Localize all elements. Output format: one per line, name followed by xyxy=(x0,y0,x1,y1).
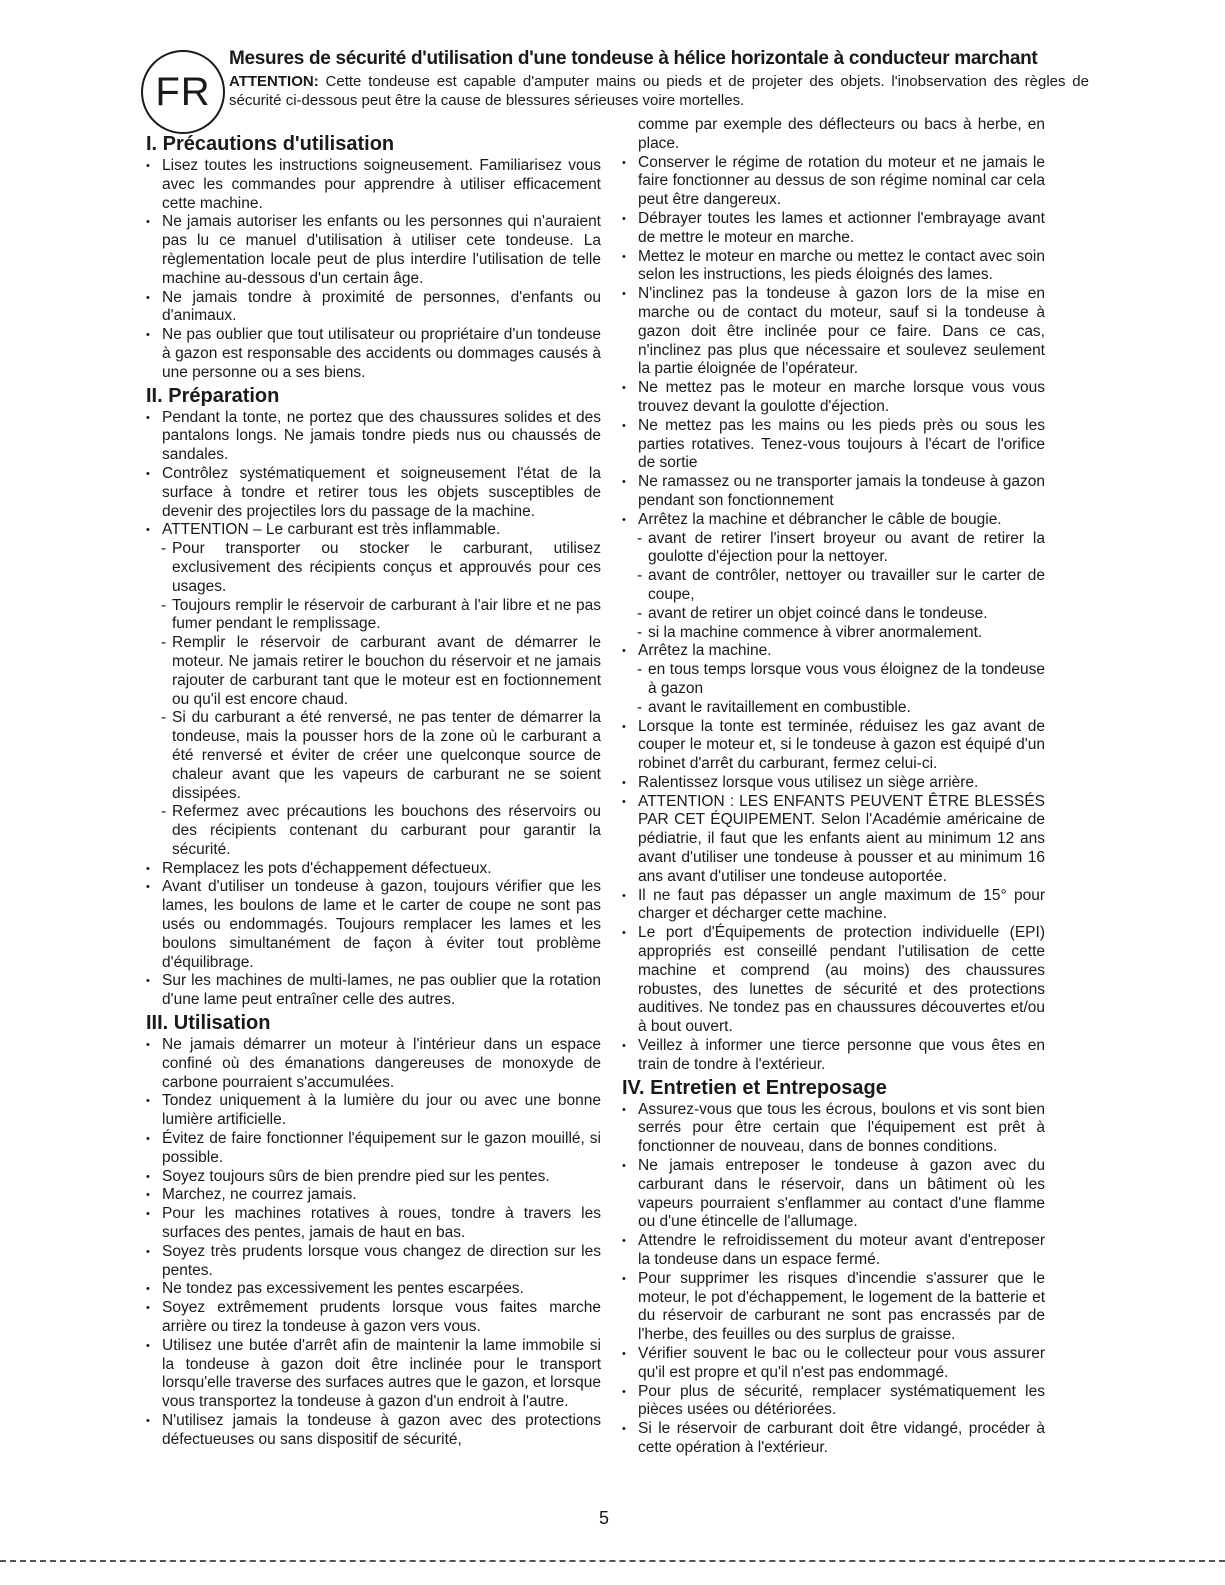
sub-list-item: - avant de retirer un objet coincé dans le tondeuse. xyxy=(622,605,1045,624)
left-column xyxy=(146,131,601,1450)
list-item: • Avant d'utiliser un tondeuse à gazon, toujours vérifier que les lames, les boulons de lame et le carter de coupe ne sont pas usés ou endommagés. Toujours remplacer les lames et les boulons simultanément de façon à éviter tout problème d'équilibrage. xyxy=(146,878,601,972)
list-item: • Pour plus de sécurité, remplacer systématiquement les pièces usées ou détériorées. xyxy=(622,1383,1045,1421)
sub-list-item: - Refermez avec précautions les bouchons des réservoirs ou des récipients contenant du carburant pour garantir la sécurité. xyxy=(146,803,601,859)
list-item: • Ne jamais entreposer le tondeuse à gazon avec du carburant dans le réservoir, dans un bâtiment où les vapeurs pourraient s'enflammer au contact d'une flamme ou d'une étincelle de l'allumage. xyxy=(622,1157,1045,1232)
list-item: • Ralentissez lorsque vous utilisez un siège arrière. xyxy=(622,774,1045,793)
right-column xyxy=(622,116,1045,1458)
list-item: • Remplacez les pots d'échappement défectueux. xyxy=(146,860,601,879)
list-item: • Tondez uniquement à la lumière du jour ou avec une bonne lumière artificielle. xyxy=(146,1092,601,1130)
list-item: • Ne mettez pas les mains ou les pieds près ou sous les parties rotatives. Tenez-vous toujours à l'écart de l'orifice de sortie xyxy=(622,417,1045,473)
page-number: 5 xyxy=(599,1508,610,1528)
list-item: • Ne jamais démarrer un moteur à l'intérieur dans un espace confiné où des émanations dangereuses de monoxyde de carbone pourraient s'accumulées. xyxy=(146,1036,601,1092)
list-item: • Utilisez une butée d'arrêt afin de maintenir la lame immobile si la tondeuse à gazon doit être inclinée pour le transport lorsqu'elle traverse des surfaces autres que le gazon, et lorsque vous transportez la tondeuse à gazon d'un endroit à l'autre. xyxy=(146,1337,601,1412)
sub-list-item: - Pour transporter ou stocker le carburant, utilisez exclusivement des récipients conçus et approuvés pour ces usages. xyxy=(146,540,601,596)
list-item: • Ne tondez pas excessivement les pentes escarpées. xyxy=(146,1280,601,1299)
list-item: • Contrôlez systématiquement et soigneusement l'état de la surface à tondre et retirer tous les objets susceptibles de devenir des projectiles lors du passage de la machine. xyxy=(146,465,601,521)
list-item: • Évitez de faire fonctionner l'équipement sur le gazon mouillé, si possible. xyxy=(146,1130,601,1168)
warning-paragraph xyxy=(229,72,1089,110)
list-item: • Ne pas oublier que tout utilisateur ou propriétaire d'un tondeuse à gazon est responsable des accidents ou dommages causés à une personne ou a ses biens. xyxy=(146,326,601,382)
list-item: • Ne ramassez ou ne transporter jamais la tondeuse à gazon pendant son fonctionnement xyxy=(622,473,1045,511)
language-code: FR xyxy=(155,69,211,114)
list-item: • Arrêtez la machine et débrancher le câble de bougie. xyxy=(622,511,1045,530)
list-item: • ATTENTION – Le carburant est très inflammable. xyxy=(146,521,601,540)
list-item: • Ne mettez pas le moteur en marche lorsque vous vous trouvez devant la goulotte d'éjection. xyxy=(622,379,1045,417)
list-item: • Sur les machines de multi-lames, ne pas oublier que la rotation d'une lame peut entraîner celle des autres. xyxy=(146,972,601,1010)
section-title-precautions: I. Précautions d'utilisation xyxy=(146,133,395,155)
sub-list-item: - avant de retirer l'insert broyeur ou avant de retirer la goulotte d'éjection pour la nettoyer. xyxy=(622,530,1045,568)
list-item: • Pendant la tonte, ne portez que des chaussures solides et des pantalons longs. Ne jamais tondre pieds nus ou chaussés de sandales. xyxy=(146,409,601,465)
sub-list-item: - en tous temps lorsque vous vous éloignez de la tondeuse à gazon xyxy=(622,661,1045,699)
list-item: • Marchez, ne courrez jamais. xyxy=(146,1186,601,1205)
list-item: • ATTENTION : LES ENFANTS PEUVENT ÊTRE BLESSÉS PAR CET ÉQUIPEMENT. Selon l'Académie américaine de pédiatrie, il faut que les enfants aient au minimum 12 ans avant d'utiliser une tondeuse à pousser et au minimum 16 ans avant d'utiliser une tondeuse autoportée. xyxy=(622,793,1045,887)
list-item: • Veillez à informer une tierce personne que vous êtes en train de tondre à l'extérieur. xyxy=(622,1037,1045,1075)
list-item: • Ne jamais autoriser les enfants ou les personnes qui n'auraient pas lu ce manuel d'utilisation à utiliser cete tondeuse. La règlementation locale peut de plus interdire l'utilisation de telle machine au-dessous d'un certain âge. xyxy=(146,213,601,288)
list-item: • Il ne faut pas dépasser un angle maximum de 15° pour charger et décharger cette machine. xyxy=(622,887,1045,925)
page-edge-divider xyxy=(0,1560,1225,1562)
list-item: • Ne jamais tondre à proximité de personnes, d'enfants ou d'animaux. xyxy=(146,289,601,327)
list-item: • Mettez le moteur en marche ou mettez le contact avec soin selon les instructions, les pieds éloignés des lames. xyxy=(622,248,1045,286)
list-item: • Soyez toujours sûrs de bien prendre pied sur les pentes. xyxy=(146,1168,601,1187)
section-title-preparation: II. Préparation xyxy=(146,384,280,407)
sub-list-item: - Remplir le réservoir de carburant avant de démarrer le moteur. Ne jamais retirer le bouchon du réservoir et ne jamais rajouter de carburant tant que le moteur est en foctionnement ou qu'il est encore chaud. xyxy=(146,634,601,709)
list-item: • Assurez-vous que tous les écrous, boulons et vis sont bien serrés pour être certain que l'équipement est prêt à fonctionner de nouveau, dans de bonnes conditions. xyxy=(622,1101,1045,1157)
list-item: • Lisez toutes les instructions soigneusement. Familiarisez vous avec les commandes pour apprendre à utiliser efficacement cette machine. xyxy=(146,157,601,213)
sub-list-item: - si la machine commence à vibrer anormalement. xyxy=(622,624,1045,643)
list-item: • Soyez extrêmement prudents lorsque vous faites marche arrière ou tirez la tondeuse à gazon vers vous. xyxy=(146,1299,601,1337)
sub-list-item: - avant le ravitaillement en combustible. xyxy=(622,699,1045,718)
warning-label: ATTENTION: xyxy=(229,73,319,90)
warning-text: Cette tondeuse est capable d'amputer mains ou pieds et de projeter des objets. l'inobservation des règles de sécurité ci-dessous peut être la cause de blessures sérieuses voire mortelles. xyxy=(229,73,1089,109)
list-item: • Si le réservoir de carburant doit être vidangé, procéder à cette opération à l'extérieur. xyxy=(622,1420,1045,1458)
list-item: • Conserver le régime de rotation du moteur et ne jamais le faire fonctionner au dessus de son régime nominal car cela peut être dangereux. xyxy=(622,154,1045,210)
list-item: • Vérifier souvent le bac ou le collecteur pour vous assurer qu'il est propre et qu'il n'est pas endommagé. xyxy=(622,1345,1045,1383)
list-item: • Pour les machines rotatives à roues, tondre à travers les surfaces des pentes, jamais de haut en bas. xyxy=(146,1205,601,1243)
sub-list-item: - Si du carburant a été renversé, ne pas tenter de démarrer la tondeuse, mais la pousser hors de la zone où le carburant a été renversé et éviter de créer une quelconque source de chaleur avant que les vapeurs de carburant ne se soient dissipées. xyxy=(146,709,601,803)
section-title-utilisation: III. Utilisation xyxy=(146,1012,271,1035)
list-item: • Le port d'Équipements de protection individuelle (EPI) appropriés est conseillé pendant l'utilisation de cette machine et comprend (au moins) des chaussures robustes, des lunettes de sécurité et des protections auditives. Ne tondez pas en chaussures découvertes et/ou à bout ouvert. xyxy=(622,924,1045,1037)
list-item: • N'utilisez jamais la tondeuse à gazon avec des protections défectueuses ou sans dispositif de sécurité, xyxy=(146,1412,601,1450)
sub-list-item: - avant de contrôler, nettoyer ou travailler sur le carter de coupe, xyxy=(622,567,1045,605)
list-item: • Lorsque la tonte est terminée, réduisez les gaz avant de couper le moteur et, si le tondeuse à gazon est équipé d'un robinet d'arrêt du carburant, fermez celui-ci. xyxy=(622,718,1045,774)
sub-list-item: - Toujours remplir le réservoir de carburant à l'air libre et ne pas fumer pendant le remplissage. xyxy=(146,597,601,635)
language-badge-fr xyxy=(141,50,225,134)
list-item: • Pour supprimer les risques d'incendie s'assurer que le moteur, le pot d'échappement, le logement de la batterie et du réservoir de carburant ne sont pas encrassés par de l'herbe, des feuilles ou des surplus de graisse. xyxy=(622,1270,1045,1345)
section-title-entretien: IV. Entretien et Entreposage xyxy=(622,1076,887,1099)
page-title: Mesures de sécurité d'utilisation d'une tondeuse à hélice horizontale à conducteur marchant xyxy=(229,48,1038,69)
continued-text: comme par exemple des déflecteurs ou bacs à herbe, en place. xyxy=(638,116,1045,152)
list-item: • Soyez très prudents lorsque vous changez de direction sur les pentes. xyxy=(146,1243,601,1281)
list-item: • Attendre le refroidissement du moteur avant d'entreposer la tondeuse dans un espace fermé. xyxy=(622,1232,1045,1270)
list-item: • Arrêtez la machine. xyxy=(622,642,1045,661)
list-item: • N'inclinez pas la tondeuse à gazon lors de la mise en marche ou de contact du moteur, sauf si la tondeuse à gazon doit être inclinée pour ce faire. Dans ce cas, n'inclinez pas plus que nécessaire et soulevez seulement la partie éloignée de l'opérateur. xyxy=(622,285,1045,379)
list-item: • Débrayer toutes les lames et actionner l'embrayage avant de mettre le moteur en marche. xyxy=(622,210,1045,248)
